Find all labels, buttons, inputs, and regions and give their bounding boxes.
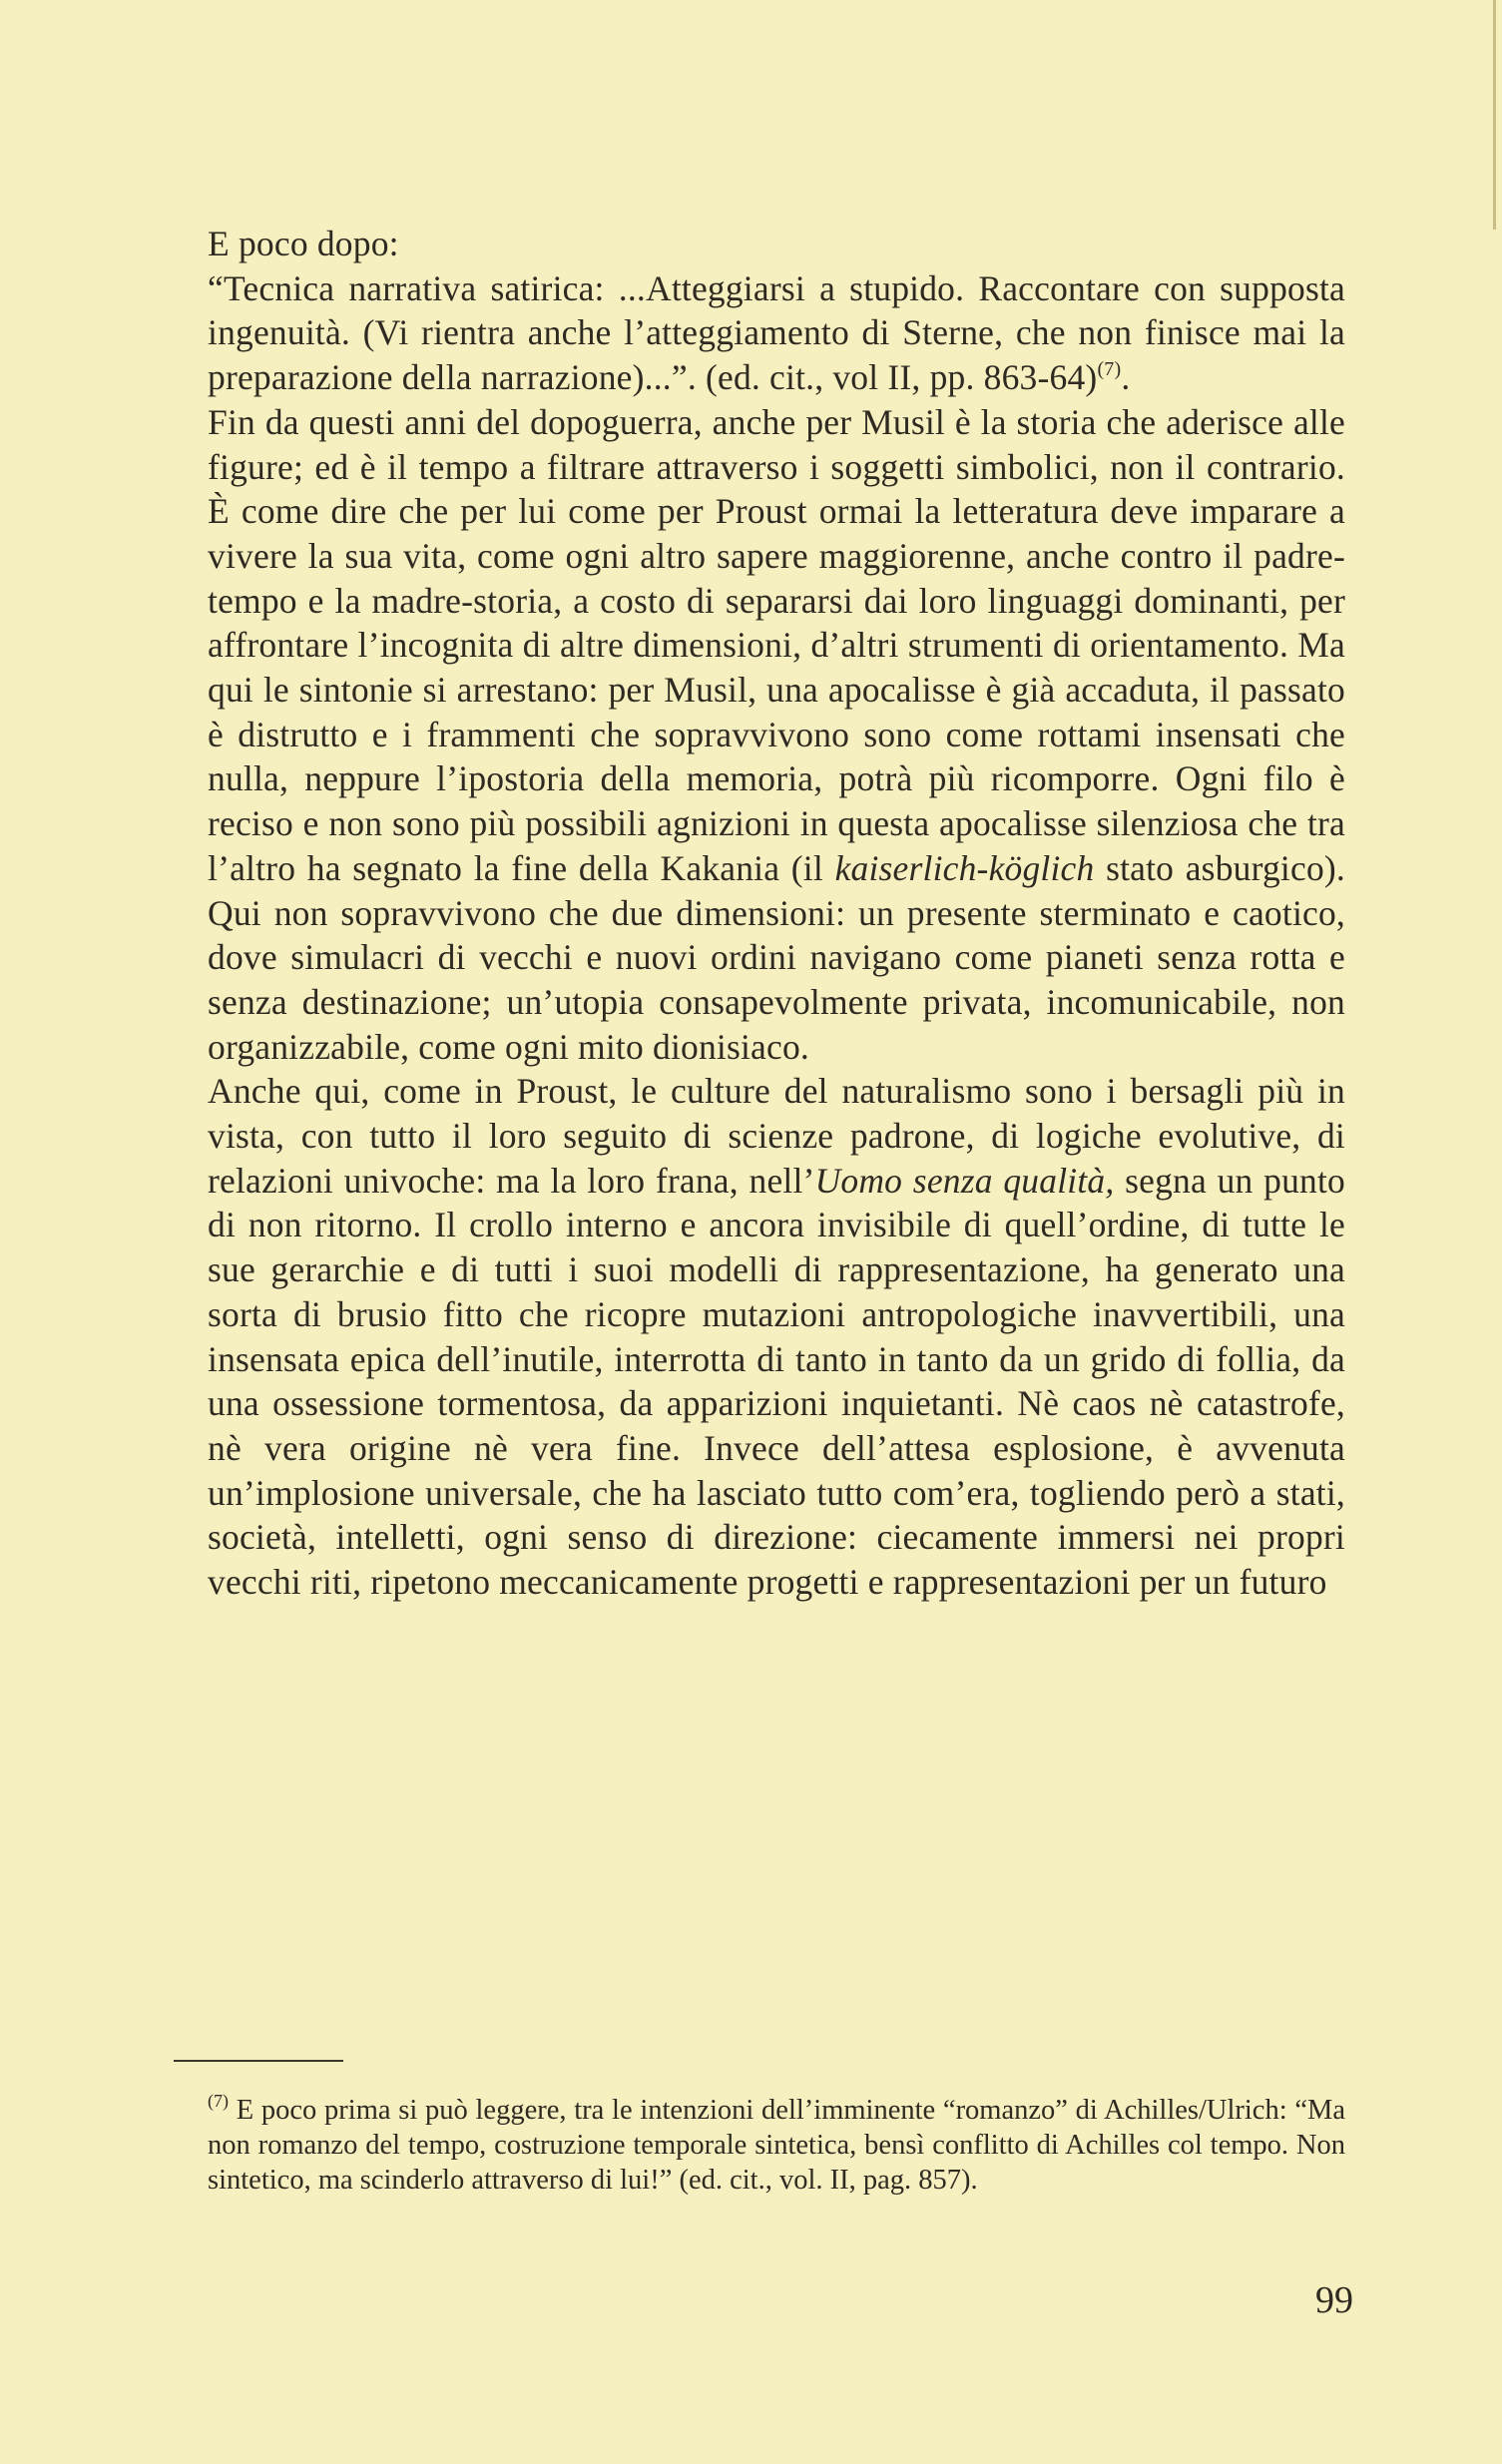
paragraph-musil-text-2: stato asburgico). Qui non sopravvivono che due dimensioni: un presente sterminato e caotico, dove simulacri di vecchi e nuovi ordini navigano come pianeti senza rotta e senza destinazione; un’utopia consapevolmente privata, incomunicabile, non organizzabile, come ogni mito dionisiaco. [208, 847, 1345, 1067]
intro-line [208, 222, 1345, 266]
paragraph-proust [208, 1069, 1345, 1604]
footnote-text: E poco prima si può leggere, tra le intenzioni dell’imminente “romanzo” di Achilles/Ulrich: “Ma non romanzo del tempo, costruzione temporale sintetica, bensì conflitto di Achilles col tempo. Non sintetico, ma scinderlo attraverso di lui!” (ed. cit., vol. II, pag. 857). [208, 2095, 1346, 2196]
quote-text: “Tecnica narrativa satirica: ...Atteggiarsi a stupido. Raccontare con supposta ingenuità. (Vi rientra anche l’atteggiamento di Sterne, che non finisce mai la preparazione della narrazione)...”. (ed. cit., vol II, pp. 863-64) [208, 267, 1345, 398]
footnote [208, 2091, 1346, 2198]
paragraph-musil [208, 400, 1345, 1070]
footnote-mark: (7) [208, 2091, 229, 2111]
paragraph-proust-text-1: Anche qui, come in Proust, le culture del naturalismo sono i bersagli più in vista, con tutto il loro seguito di scienze padrone, di logiche evolutive, di relazioni univoche: ma la loro frana, nell’ [208, 1071, 1345, 1201]
main-text [208, 222, 1345, 1605]
paragraph-musil-text-1: Fin da questi anni del dopoguerra, anche per Musil è la storia che aderisce alle figure; ed è il tempo a filtrare attraverso i soggetti simbolici, non il contrario. È come dire che per lui come per Proust ormai la letteratura deve imparare a vivere la sua vita, come ogni altro sapere maggiorenne, anche contro il padre-tempo e la madre-storia, a costo di separarsi dai loro linguaggi dominanti, per affrontare l’incognita di altre dimensioni, d’altri strumenti di orientamento. Ma qui le sintonie si arrestano: per Musil, una apocalisse è già accaduta, il passato è distrutto e i frammenti che sopravvivono sono come rottami insensati che nulla, neppure l’ipostoria della memoria, potrà più ricomporre. Ogni filo è reciso e non sono più possibili agnizioni in questa apocalisse silenziosa che tra l’altro ha segnato la fine della Kakania (il [208, 401, 1345, 888]
italic-book-title: Uomo senza qualità, [814, 1160, 1115, 1201]
intro-text: E poco dopo: [208, 224, 399, 263]
quote-paragraph: “Tecnica narrativa satirica: ...Atteggiarsi a stupido. Raccontare con supposta ingenuità. (Vi rientra anche l’atteggiamento di Sterne, che non finisce mai la preparazione della narrazione)...”. (ed. cit., vol II, pp. 863-64)$^{(7)}$. [208, 267, 1345, 398]
page-edge-line [1493, 0, 1496, 230]
footnote-reference: (7) [1097, 358, 1122, 381]
paragraph-proust-text-2: segna un punto di non ritorno. Il crollo interno e ancora invisibile di quell’ordine, di tutte le sue gerarchie e di tutti i suoi modelli di rappresentazione, ha generato una sorta di brusio fitto che ricopre mutazioni antropologiche inavvertibili, una insensata epica dell’inutile, interrotta di tanto in tanto da un grido di follia, da una ossessione tormentosa, da apparizioni inquietanti. Nè caos nè catastrofe, nè vera origine nè vera fine. Invece dell’attesa esplosione, è avvenuta un’implosione universale, che ha lasciato tutto com’era, togliendo però a stati, società, intelletti, ogni senso di direzione: ciecamente immersi nei propri vecchi riti, ripetono meccanicamente progetti e rappresentazioni per un futuro [208, 1160, 1346, 1603]
italic-term-kaiserlich: kaiserlich-köglich [834, 847, 1095, 888]
footnote-divider [174, 2060, 343, 2062]
page-number: 99 [1315, 2279, 1353, 2321]
